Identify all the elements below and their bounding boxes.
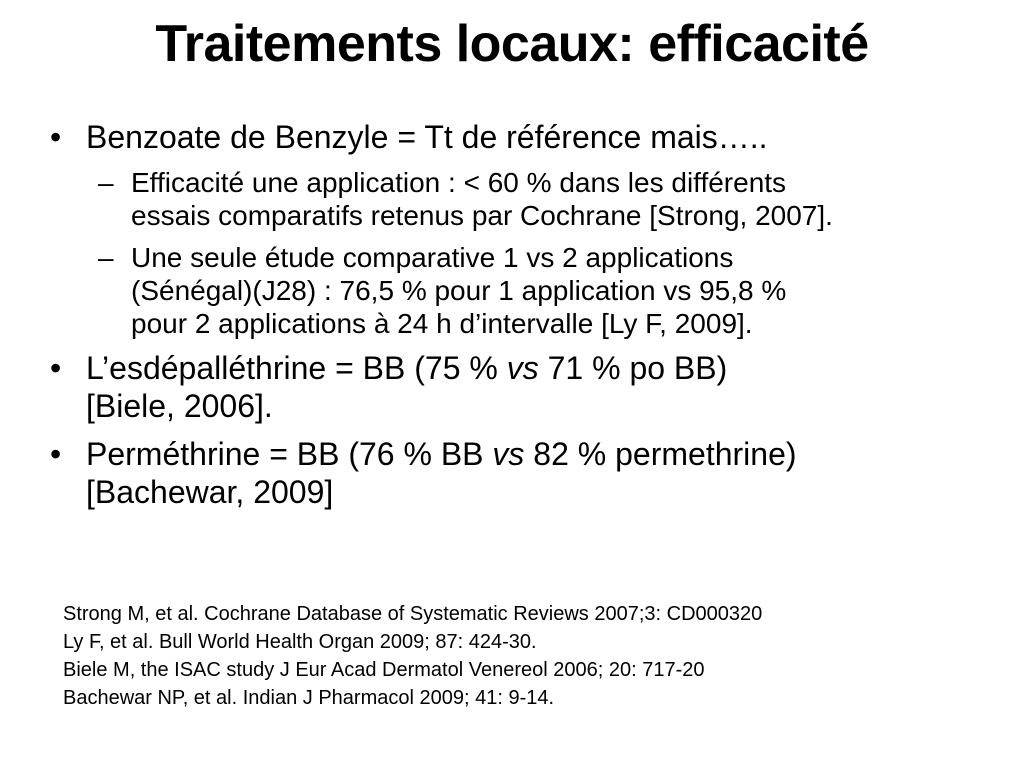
- bullet-line: [Bachewar, 2009]: [86, 474, 334, 510]
- slide-title: Traitements locaux: efficacité: [155, 15, 869, 73]
- bullet-text-post: 82 % permethrine): [524, 436, 797, 472]
- bullet-text-italic: vs: [506, 350, 539, 386]
- sub-bullet-line: essais comparatifs retenus par Cochrane [Strong, 2007].: [131, 200, 833, 231]
- bullet-text-pre: Perméthrine = BB (76 % BB: [86, 436, 493, 472]
- bullet-benzoate: [48, 118, 998, 156]
- sub-bullet-efficacite: [86, 166, 998, 232]
- bullet-text-italic: vs: [492, 436, 525, 472]
- reference-item: Biele M, the ISAC study J Eur Acad Dermatol Venereol 2006; 20: 717-20: [63, 659, 705, 681]
- reference-item: Strong M, et al. Cochrane Database of Systematic Reviews 2007;3: CD000320: [63, 603, 763, 625]
- sub-bullet-line: Une seule étude comparative 1 vs 2 applications: [131, 242, 734, 273]
- bullet-text: Benzoate de Benzyle = Tt de référence mais…..: [86, 119, 768, 155]
- bullet-text-post: 71 % po BB): [538, 350, 728, 386]
- bullet-icon: •: [50, 436, 62, 472]
- bullet-icon: •: [50, 119, 62, 155]
- bullet-line: [86, 349, 998, 387]
- reference-item: Bachewar NP, et al. Indian J Pharmacol 2009; 41: 9-14.: [63, 687, 555, 709]
- bullet-esdepallethrine: [48, 349, 998, 425]
- slide-body: [48, 118, 998, 521]
- references: [63, 600, 1003, 712]
- bullet-text-pre: L’esdépalléthrine = BB (75 %: [86, 350, 507, 386]
- reference-item: Ly F, et al. Bull World Health Organ 2009; 87: 424-30.: [63, 631, 537, 653]
- sub-bullet-line: Efficacité une application : < 60 % dans les différents: [131, 167, 787, 198]
- sub-bullet-etude: [86, 241, 998, 340]
- bullet-permethrine: [48, 435, 998, 511]
- sub-bullet-line: (Sénégal)(J28) : 76,5 % pour 1 application vs 95,8 %: [131, 275, 787, 306]
- bullet-line: [86, 435, 998, 473]
- bullet-icon: •: [50, 350, 62, 386]
- dash-icon: –: [98, 242, 114, 273]
- bullet-line: [Biele, 2006].: [86, 388, 273, 424]
- dash-icon: –: [98, 167, 114, 198]
- sub-bullet-line: pour 2 applications à 24 h d’intervalle [Ly F, 2009].: [131, 308, 753, 339]
